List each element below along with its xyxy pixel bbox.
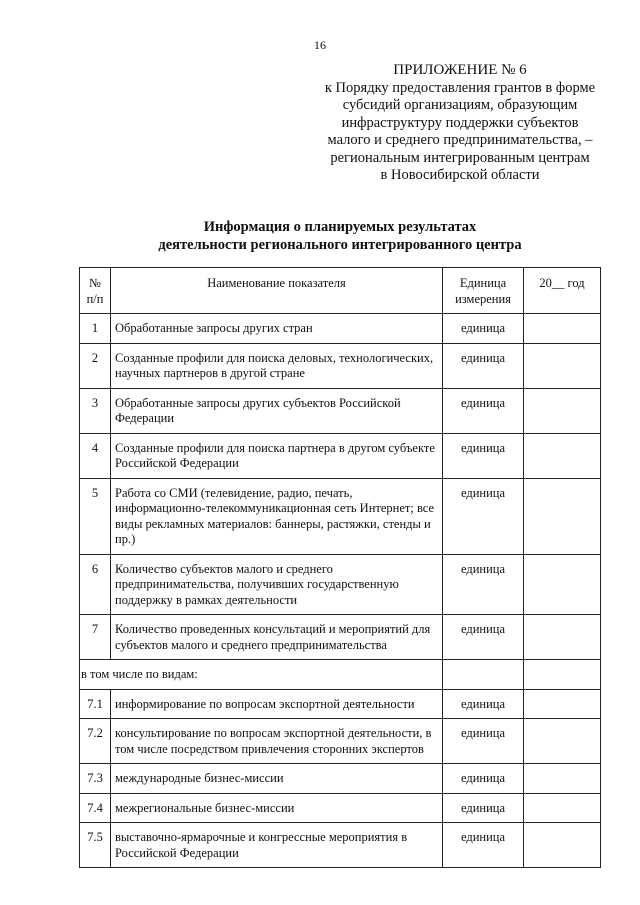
table-row [80, 823, 601, 868]
row-unit: единица [443, 615, 524, 660]
row-unit: единица [443, 343, 524, 388]
row-unit: единица [443, 314, 524, 344]
row-num: 7 [80, 615, 111, 660]
row-unit: единица [443, 719, 524, 764]
table-row [80, 314, 601, 344]
header-name: Наименование показателя [111, 268, 443, 314]
table-row [80, 388, 601, 433]
row-unit: единица [443, 478, 524, 554]
page-number: 16 [314, 38, 326, 52]
row-num: 3 [80, 388, 111, 433]
row-unit: единица [443, 793, 524, 823]
row-value-cell [524, 764, 601, 794]
table-row [80, 554, 601, 615]
row-value-cell [524, 314, 601, 344]
row-value-cell [524, 554, 601, 615]
row-value-cell [524, 793, 601, 823]
row-num: 6 [80, 554, 111, 615]
row-name: Работа со СМИ (телевидение, радио, печать, информационно-телекоммуникационная сеть Интернет; все виды рекламных материалов: баннеры, растяжки, стенды и пр.) [111, 478, 443, 554]
row-unit: единица [443, 554, 524, 615]
table-header-row [80, 268, 601, 314]
table-row [80, 615, 601, 660]
subheader-value-cell [524, 660, 601, 690]
row-unit: единица [443, 823, 524, 868]
row-value-cell [524, 478, 601, 554]
header-unit: Единица измерения [443, 268, 524, 314]
row-name: Созданные профили для поиска деловых, технологических, научных партнеров в другой стране [111, 343, 443, 388]
row-num: 7.4 [80, 793, 111, 823]
table-row [80, 793, 601, 823]
row-name: Созданные профили для поиска партнера в другом субъекте Российской Федерации [111, 433, 443, 478]
document-title [60, 218, 620, 254]
table-subheader-row [80, 660, 601, 690]
row-name: выставочно-ярмарочные и конгрессные мероприятия в Российской Федерации [111, 823, 443, 868]
table-row [80, 343, 601, 388]
title-line-2: деятельности регионального интегрированного центра [158, 237, 522, 253]
row-name: Обработанные запросы других стран [111, 314, 443, 344]
row-num: 4 [80, 433, 111, 478]
row-value-cell [524, 719, 601, 764]
row-name: информирование по вопросам экспортной деятельности [111, 689, 443, 719]
header-num: № п/п [80, 268, 111, 314]
row-name: Количество субъектов малого и среднего предпринимательства, получивших государственную поддержку в рамках деятельности [111, 554, 443, 615]
appendix-line: субсидий организациям, образующим [342, 97, 578, 113]
row-unit: единица [443, 689, 524, 719]
appendix-line: в Новосибирской области [380, 167, 540, 183]
table-row [80, 764, 601, 794]
appendix-line: региональным интегрированным центрам [330, 149, 590, 166]
row-unit: единица [443, 388, 524, 433]
subheader-label: в том числе по видам: [80, 660, 443, 690]
table-row [80, 719, 601, 764]
header-year: 20__ год [524, 268, 601, 314]
table-row [80, 433, 601, 478]
row-name: консультирование по вопросам экспортной деятельности, в том числе посредством привлечения сторонних экспертов [111, 719, 443, 764]
row-num: 7.2 [80, 719, 111, 764]
appendix-line: малого и среднего предпринимательства, – [327, 132, 593, 148]
row-name: международные бизнес-миссии [111, 764, 443, 794]
appendix-line: инфраструктуру поддержки субъектов [341, 114, 579, 131]
row-unit: единица [443, 433, 524, 478]
row-name: Количество проведенных консультаций и мероприятий для субъектов малого и среднего предпринимательства [111, 615, 443, 660]
row-name: Обработанные запросы других субъектов Российской Федерации [111, 388, 443, 433]
row-num: 7.5 [80, 823, 111, 868]
title-line-1: Информация о планируемых результатах [203, 219, 477, 235]
row-num: 5 [80, 478, 111, 554]
row-value-cell [524, 343, 601, 388]
row-value-cell [524, 433, 601, 478]
row-num: 7.3 [80, 764, 111, 794]
subheader-unit-cell [443, 660, 524, 690]
appendix-heading: ПРИЛОЖЕНИЕ № 6 [393, 62, 527, 78]
row-num: 1 [80, 314, 111, 344]
row-num: 7.1 [80, 689, 111, 719]
row-value-cell [524, 388, 601, 433]
appendix-block [300, 62, 620, 185]
table-row [80, 478, 601, 554]
appendix-line: к Порядку предоставления грантов в форме [324, 79, 596, 96]
row-name: межрегиональные бизнес-миссии [111, 793, 443, 823]
row-value-cell [524, 823, 601, 868]
row-unit: единица [443, 764, 524, 794]
table-row [80, 689, 601, 719]
row-value-cell [524, 615, 601, 660]
row-value-cell [524, 689, 601, 719]
results-table [79, 267, 601, 868]
row-num: 2 [80, 343, 111, 388]
